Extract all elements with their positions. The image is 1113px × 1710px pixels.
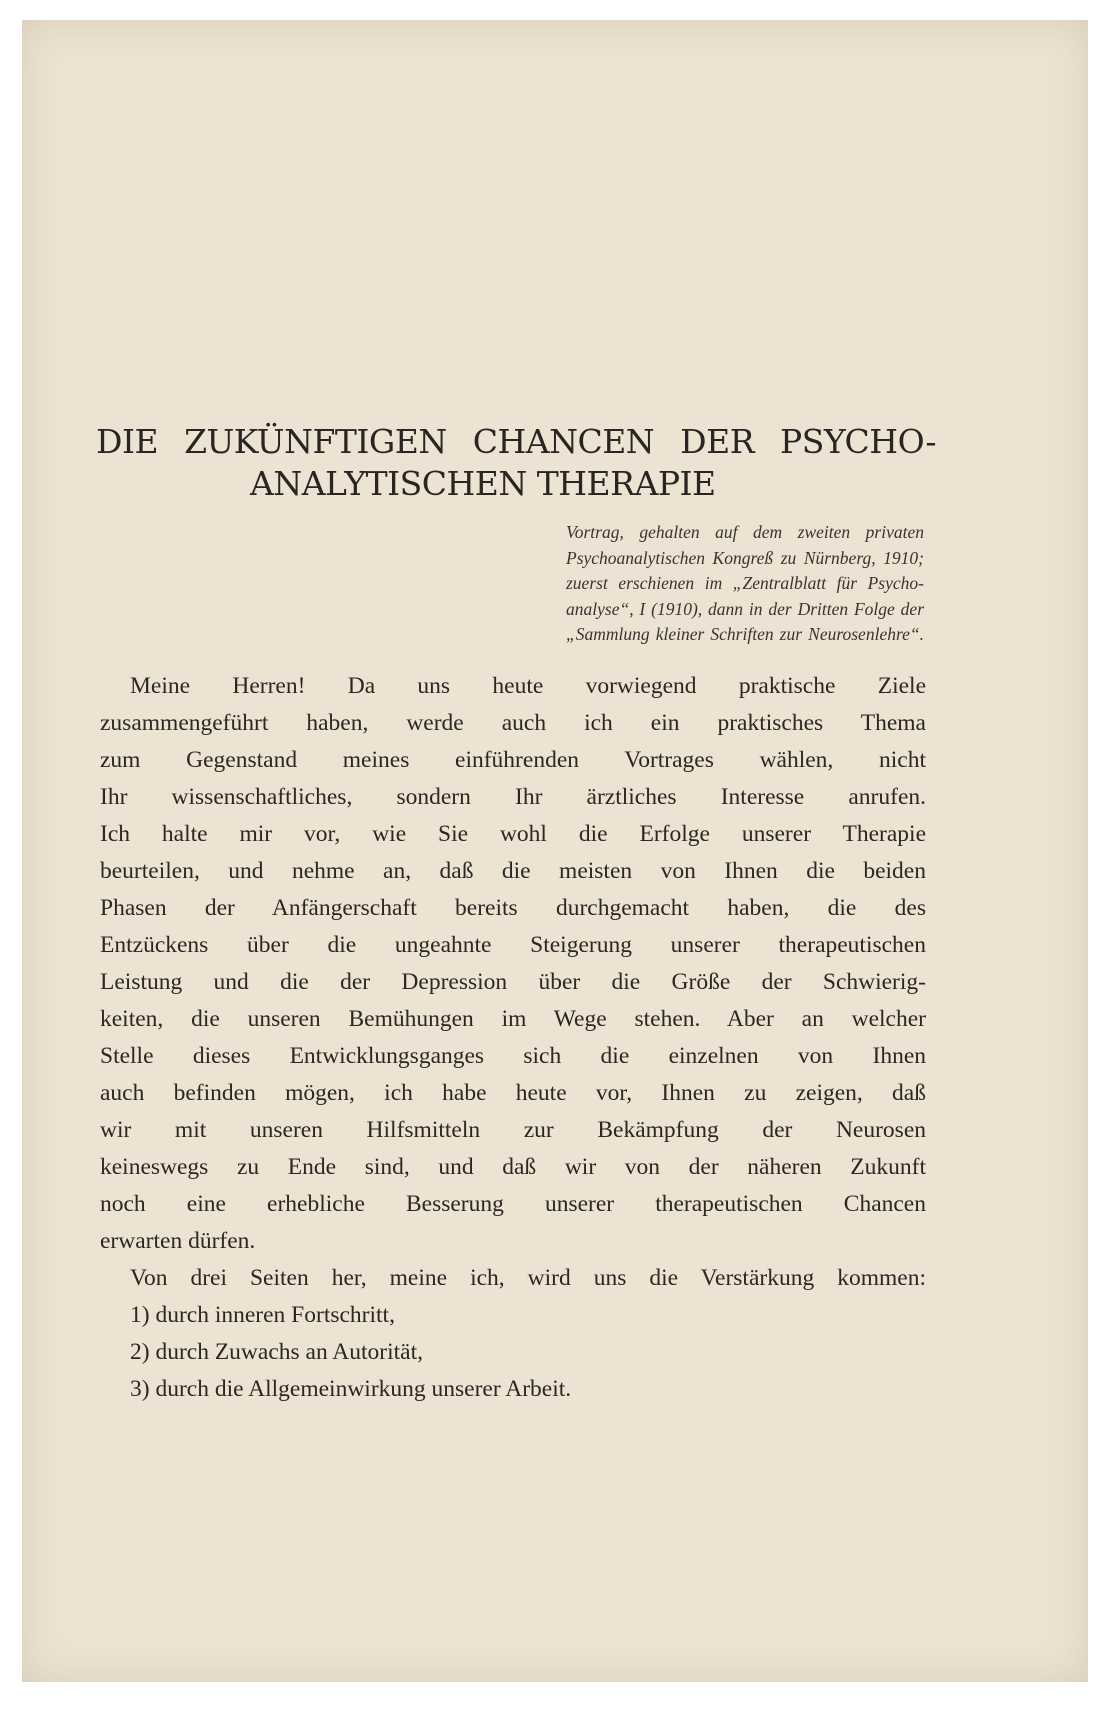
- chapter-title-line-1: DIE ZUKÜNFTIGEN CHANCEN DER PSYCHO-: [96, 422, 936, 461]
- list-item: 2) durch Zuwachs an Autorität,: [130, 1339, 424, 1365]
- text-line: wir mit unseren Hilfsmitteln zur Bekämpfung der Neurosen: [100, 1117, 926, 1143]
- text-line: keineswegs zu Ende sind, und daß wir von der näheren Zukunft: [100, 1154, 926, 1180]
- text-line: Stelle dieses Entwicklungsganges sich die einzelnen von Ihnen: [100, 1043, 926, 1069]
- source-note: [566, 520, 924, 648]
- body-text: [100, 668, 926, 1408]
- text-line: beurteilen, und nehme an, daß die meisten von Ihnen die beiden: [100, 858, 926, 884]
- text-line: Leistung und die der Depression über die Größe der Schwierig-: [100, 969, 926, 995]
- list-item: 1) durch inneren Fortschritt,: [130, 1302, 395, 1328]
- note-line: Vortrag, gehalten auf dem zweiten privaten: [566, 522, 924, 542]
- text-line: Phasen der Anfängerschaft bereits durchgemacht haben, die des: [100, 895, 926, 921]
- note-line: Psychoanalytischen Kongreß zu Nürnberg, 1910;: [566, 547, 924, 568]
- text-line: Ich halte mir vor, wie Sie wohl die Erfolge unserer Therapie: [100, 821, 926, 847]
- text-line: auch befinden mögen, ich habe heute vor, Ihnen zu zeigen, daß: [100, 1080, 926, 1106]
- text-line: zum Gegenstand meines einführenden Vortrages wählen, nicht: [100, 747, 926, 773]
- chapter-title-line-2: ANALYTISCHEN THERAPIE: [250, 464, 716, 503]
- note-line: analyse“, I (1910), dann in der Dritten Folge der: [566, 598, 924, 619]
- text-line: Entzückens über die ungeahnte Steigerung unserer therapeutischen: [100, 932, 926, 958]
- text-line: Ihr wissenschaftliches, sondern Ihr ärztliches Interesse anrufen.: [100, 784, 926, 810]
- text-line: noch eine erhebliche Besserung unserer therapeutischen Chancen: [100, 1191, 926, 1217]
- note-line: „Sammlung kleiner Schriften zur Neurosenlehre“.: [566, 624, 924, 644]
- text-line: keiten, die unseren Bemühungen im Wege stehen. Aber an welcher: [100, 1006, 926, 1032]
- text-line: zusammengeführt haben, werde auch ich ein praktisches Thema: [100, 710, 926, 736]
- text-line: Meine Herren! Da uns heute vorwiegend praktische Ziele: [130, 673, 926, 699]
- list-item: 3) durch die Allgemeinwirkung unserer Arbeit.: [130, 1376, 572, 1402]
- note-line: zuerst erschienen im „Zentralblatt für Psycho-: [566, 573, 924, 593]
- text-line: erwarten dürfen.: [100, 1228, 256, 1254]
- text-line: Von drei Seiten her, meine ich, wird uns die Verstärkung kommen:: [130, 1265, 926, 1291]
